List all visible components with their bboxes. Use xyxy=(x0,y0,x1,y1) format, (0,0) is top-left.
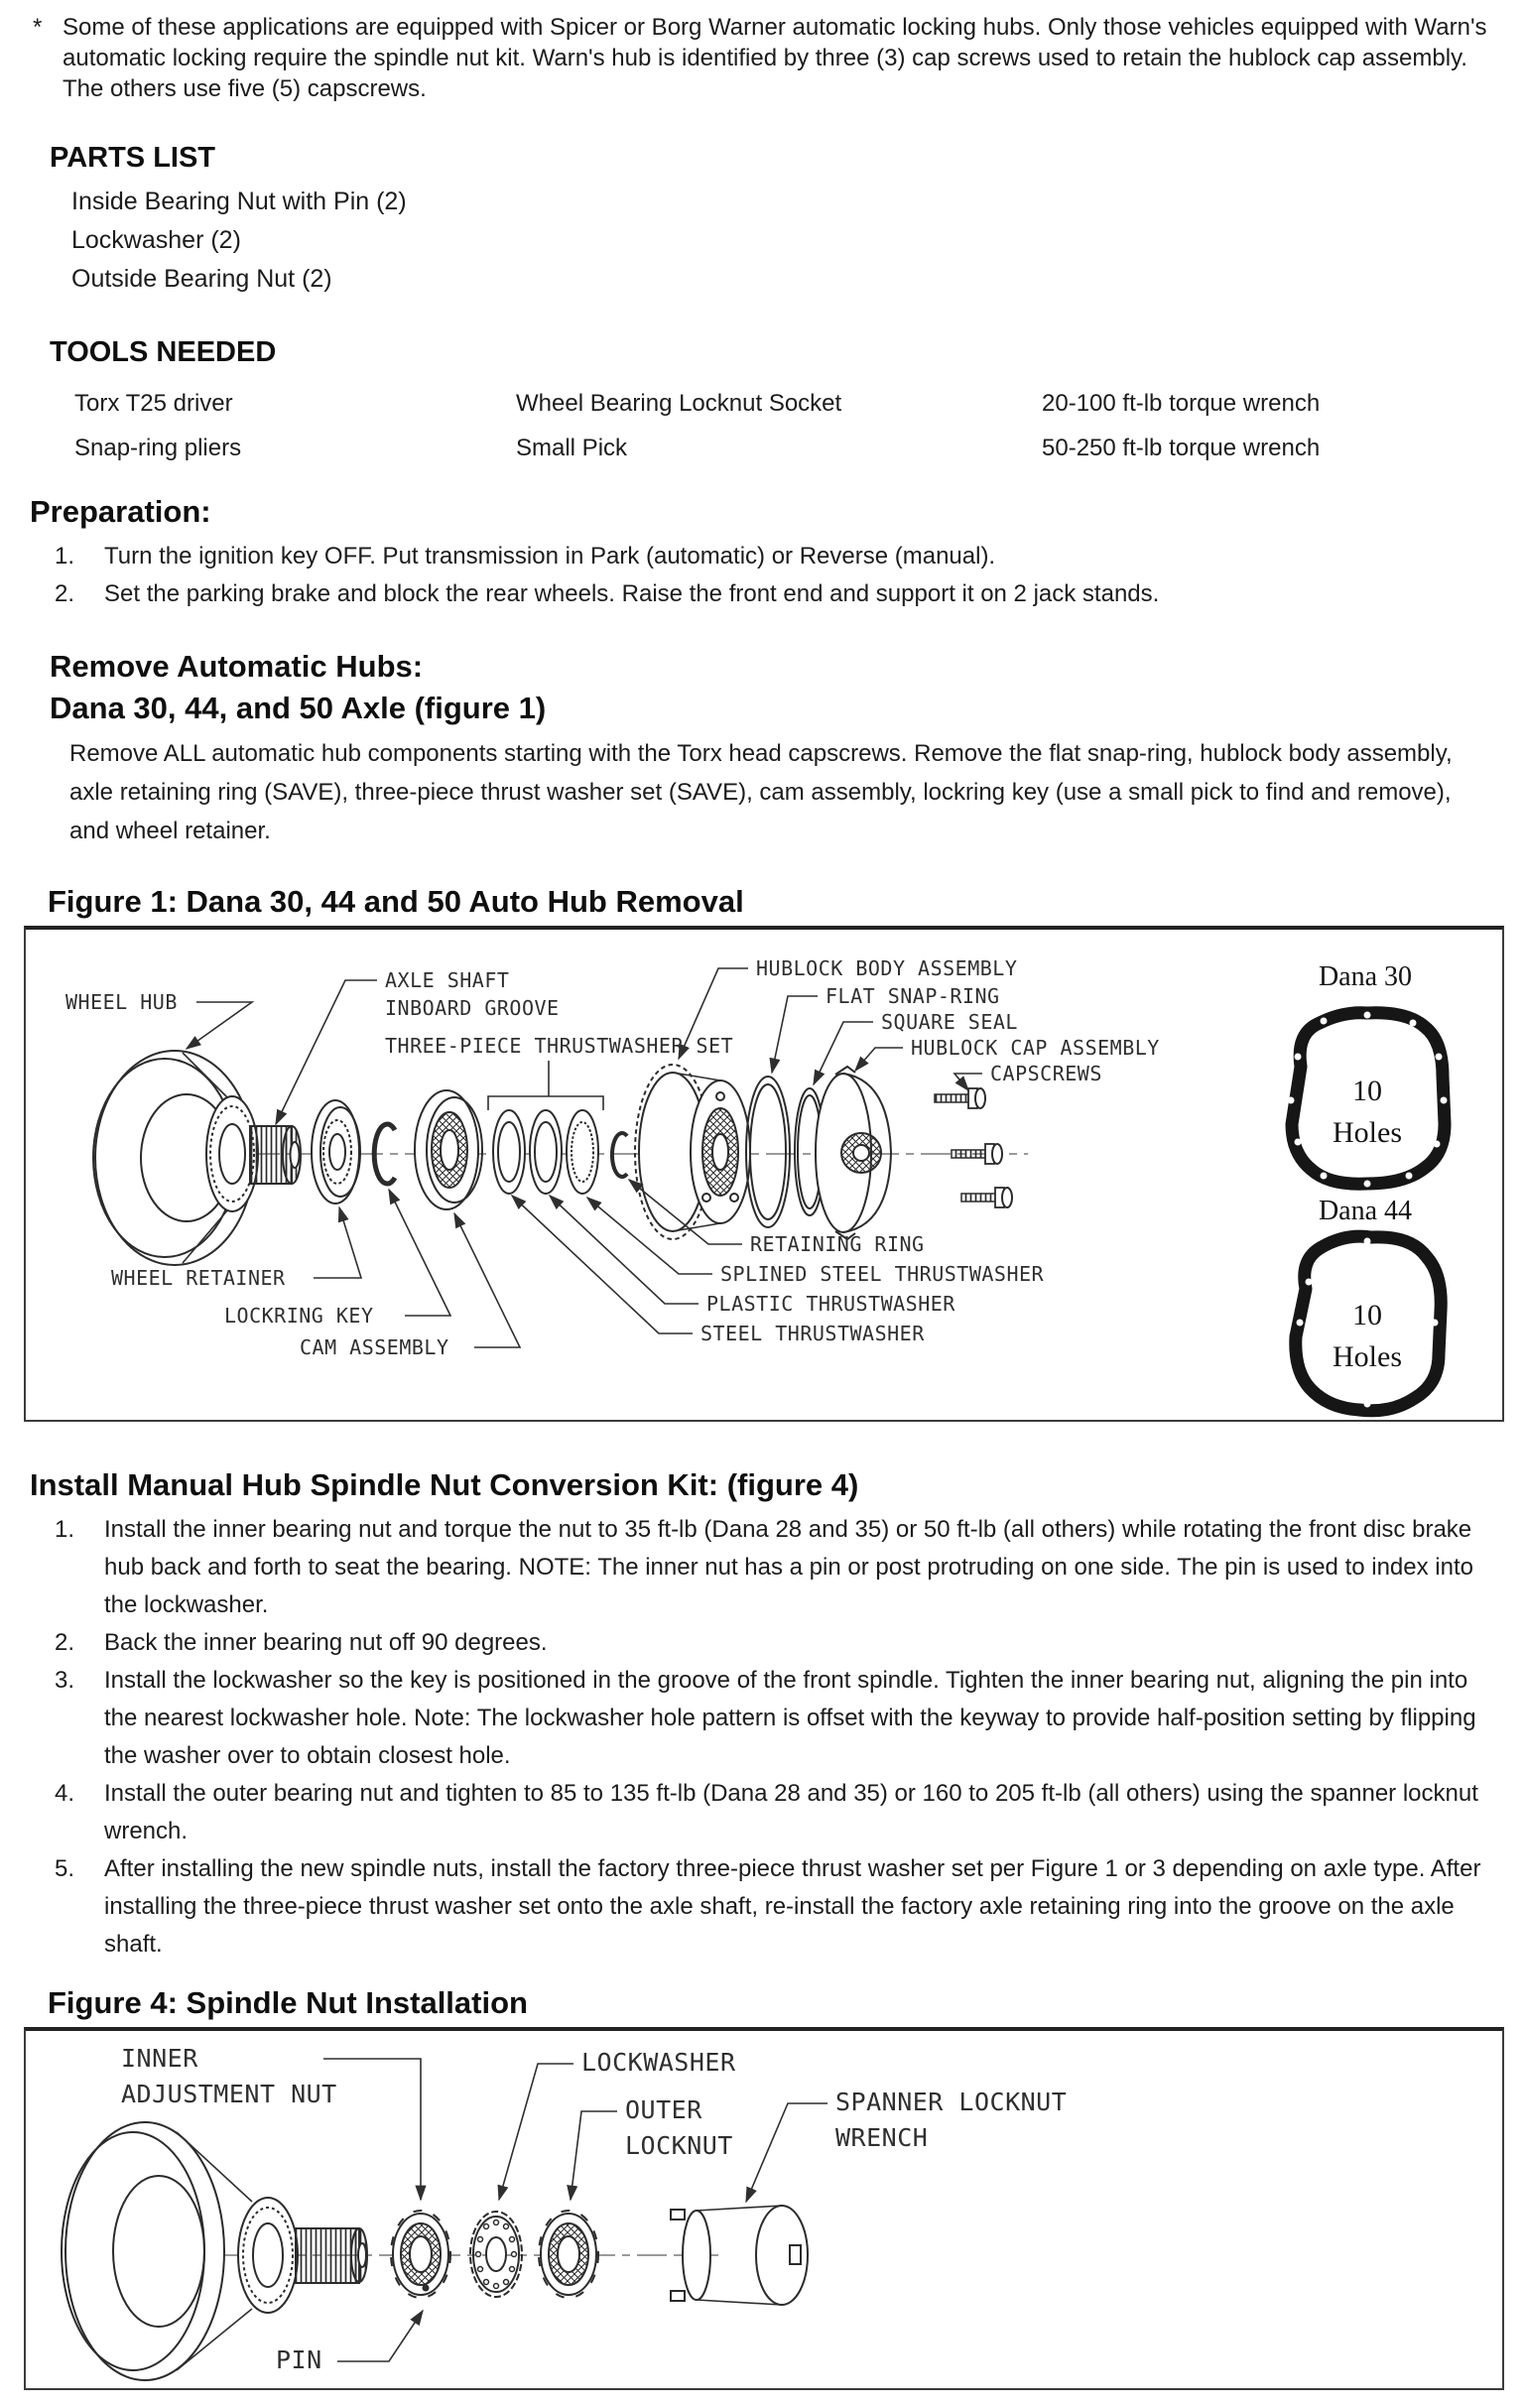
tool-item: 50-250 ft-lb torque wrench xyxy=(1042,434,1321,461)
preparation-step xyxy=(55,575,1500,613)
capscrews-part xyxy=(935,1088,1012,1207)
hublock-body-part xyxy=(635,1065,750,1239)
step-number: 2. xyxy=(55,580,75,607)
parts-list xyxy=(71,183,1526,299)
flat-snap-ring-part xyxy=(746,1077,790,1227)
hublock-cap-part xyxy=(816,1067,891,1239)
dana44-title: Dana 44 xyxy=(1318,1196,1413,1226)
parts-list-item: Inside Bearing Nut with Pin (2) xyxy=(71,188,407,215)
inner-adjustment-nut-label: INNER xyxy=(121,2044,198,2073)
figure4-caption: Figure 4: Spindle Nut Installation xyxy=(48,1985,528,2020)
axle-shaft-part xyxy=(250,1126,301,1184)
install-step xyxy=(55,1624,1500,1662)
dana44-holes-word: Holes xyxy=(1333,1340,1402,1373)
inner-adjustment-nut-part xyxy=(391,2211,450,2298)
install-step xyxy=(55,1511,1500,1624)
outer-locknut-label2: LOCKNUT xyxy=(625,2131,733,2160)
spanner-wrench-label: SPANNER LOCKNUT xyxy=(835,2088,1068,2116)
outer-locknut-part xyxy=(539,2211,598,2298)
tool-item: 20-100 ft-lb torque wrench xyxy=(1042,389,1321,417)
remove-hubs-body: Remove ALL automatic hub components starting with the Torx head capscrews. Remove the flat snap-ring, hublock body assembly, axle retaining ring (SAVE), three-piece thrust washer set (SAVE), cam assembly, lockring key (use a small pick to find and remove), and wheel retainer. xyxy=(69,740,1453,844)
install-list xyxy=(0,1511,1526,1964)
step-number: 3. xyxy=(55,1667,75,1694)
capscrews-label: CAPSCREWS xyxy=(990,1062,1102,1085)
square-seal-label: SQUARE SEAL xyxy=(881,1010,1018,1034)
lockwasher-label: LOCKWASHER xyxy=(581,2048,736,2077)
figure1-diagram xyxy=(26,930,1502,1420)
hublock-body-label: HUBLOCK BODY ASSEMBLY xyxy=(756,956,1018,980)
wheel-retainer-part xyxy=(312,1100,360,1204)
hublock-cap-label: HUBLOCK CAP ASSEMBLY xyxy=(911,1036,1160,1060)
spindle-shaft-part xyxy=(296,2228,367,2283)
note-text: Some of these applications are equipped with Spicer or Borg Warner automatic locking hubs. Only those vehicles equipped with Warn's automatic locking require the spindle nut kit. Warn's hub is identified by three (3) cap screws used to retain the hublock cap assembly. The others use five (5) capscrews. xyxy=(63,14,1487,102)
document-page xyxy=(0,12,1526,2408)
retaining-ring-part xyxy=(612,1133,627,1177)
figure1-box xyxy=(24,926,1504,1422)
dana30-title: Dana 30 xyxy=(1318,961,1413,992)
dana30-holes-count: 10 xyxy=(1352,1075,1382,1107)
note-asterisk: * xyxy=(33,14,43,41)
pin-label: PIN xyxy=(276,2345,322,2374)
retaining-ring-label: RETAINING RING xyxy=(750,1232,925,1256)
tool-item: Snap-ring pliers xyxy=(74,434,242,461)
tool-item: Wheel Bearing Locknut Socket xyxy=(516,389,842,417)
wheel-hub-label: WHEEL HUB xyxy=(65,990,178,1014)
dana30-cover xyxy=(1288,961,1448,1188)
install-heading: Install Manual Hub Spindle Nut Conversion Kit: (figure 4) xyxy=(30,1467,859,1502)
figure1-caption: Figure 1: Dana 30, 44 and 50 Auto Hub Removal xyxy=(48,884,744,919)
cam-assembly-part xyxy=(415,1090,482,1209)
tools-row xyxy=(74,381,1526,426)
step-text: Set the parking brake and block the rear wheels. Raise the front end and support it on 2 jack stands. xyxy=(104,580,1160,607)
wheel-retainer-label: WHEEL RETAINER xyxy=(111,1266,286,1290)
tool-item: Torx T25 driver xyxy=(74,389,233,417)
outer-locknut-label: OUTER xyxy=(625,2095,702,2124)
dana30-holes-word: Holes xyxy=(1333,1116,1402,1149)
inner-adjustment-nut-label2: ADJUSTMENT NUT xyxy=(121,2080,337,2108)
dana44-holes-count: 10 xyxy=(1352,1299,1382,1331)
flat-snap-ring-label: FLAT SNAP-RING xyxy=(826,984,1000,1008)
step-text: Back the inner bearing nut off 90 degrees. xyxy=(104,1629,548,1656)
step-number: 1. xyxy=(55,1516,75,1543)
note-paragraph xyxy=(33,12,1492,104)
step-number: 4. xyxy=(55,1780,75,1807)
steel-thrustwasher-label: STEEL THRUSTWASHER xyxy=(700,1322,925,1345)
step-text: Install the lockwasher so the key is positioned in the groove of the front spindle. Tighten the inner bearing nut, aligning the pin into the nearest lockwasher hole. Note: The lockwasher hole pattern is offset with the keyway to provide half-position setting by flipping the washer over to obtain closest hole. xyxy=(104,1667,1476,1769)
install-step xyxy=(55,1662,1500,1775)
tools-needed-heading: TOOLS NEEDED xyxy=(50,336,277,368)
remove-hubs-heading: Remove Automatic Hubs: xyxy=(50,649,424,684)
plastic-thrustwasher-label: PLASTIC THRUSTWASHER xyxy=(706,1292,955,1316)
preparation-heading: Preparation: xyxy=(30,494,211,529)
step-number: 5. xyxy=(55,1855,75,1882)
thrustwasher-set-parts xyxy=(493,1110,598,1194)
spanner-wrench-part xyxy=(671,2206,808,2305)
spanner-wrench-label2: WRENCH xyxy=(835,2123,929,2152)
figure4-box xyxy=(24,2027,1504,2390)
wheel-hub-part xyxy=(93,1051,258,1265)
parts-list-item: Lockwasher (2) xyxy=(71,226,241,254)
pin-detail xyxy=(423,2285,430,2292)
axle-shaft-label: AXLE SHAFT xyxy=(385,968,510,992)
install-step xyxy=(55,1775,1500,1850)
preparation-step xyxy=(55,538,1500,575)
tool-item: Small Pick xyxy=(516,434,628,461)
cam-assembly-label: CAM ASSEMBLY xyxy=(300,1335,449,1359)
dana44-cover xyxy=(1296,1196,1441,1411)
step-text: Turn the ignition key OFF. Put transmission in Park (automatic) or Reverse (manual). xyxy=(104,543,996,570)
lockring-key-label: LOCKRING KEY xyxy=(224,1304,374,1328)
thrustwasher-set-label: THREE-PIECE THRUSTWASHER SET xyxy=(385,1034,734,1058)
step-text: Install the outer bearing nut and tighten to 85 to 135 ft-lb (Dana 28 and 35) or 160 to 205 ft-lb (all others) using the spanner locknut wrench. xyxy=(104,1780,1478,1844)
splined-steel-thrustwasher-label: SPLINED STEEL THRUSTWASHER xyxy=(720,1262,1045,1286)
tools-row xyxy=(74,426,1526,470)
step-number: 2. xyxy=(55,1629,75,1656)
wheel-hub-part xyxy=(62,2122,298,2380)
step-text: Install the inner bearing nut and torque the nut to 35 ft-lb (Dana 28 and 35) or 50 ft-lb (all others) while rotating the front disc brake hub back and forth to seat the bearing. NOTE: The inner nut has a pin or post protruding on one side. The pin is used to index into the lockwasher. xyxy=(104,1516,1473,1618)
parts-list-item: Outside Bearing Nut (2) xyxy=(71,265,332,293)
remove-hubs-subheading: Dana 30, 44, and 50 Axle (figure 1) xyxy=(50,691,547,725)
axle-shaft-label2: INBOARD GROOVE xyxy=(385,996,560,1020)
step-text: After installing the new spindle nuts, install the factory three-piece thrust washer set per Figure 1 or 3 depending on axle type. After installing the three-piece thrust washer set onto the axle shaft, re-install the factory axle retaining ring into the groove on the axle shaft. xyxy=(104,1855,1481,1958)
figure4-diagram xyxy=(26,2031,1502,2388)
install-step xyxy=(55,1850,1500,1964)
parts-list-heading: PARTS LIST xyxy=(50,142,216,174)
lockwasher-part xyxy=(470,2212,522,2297)
step-number: 1. xyxy=(55,543,75,570)
